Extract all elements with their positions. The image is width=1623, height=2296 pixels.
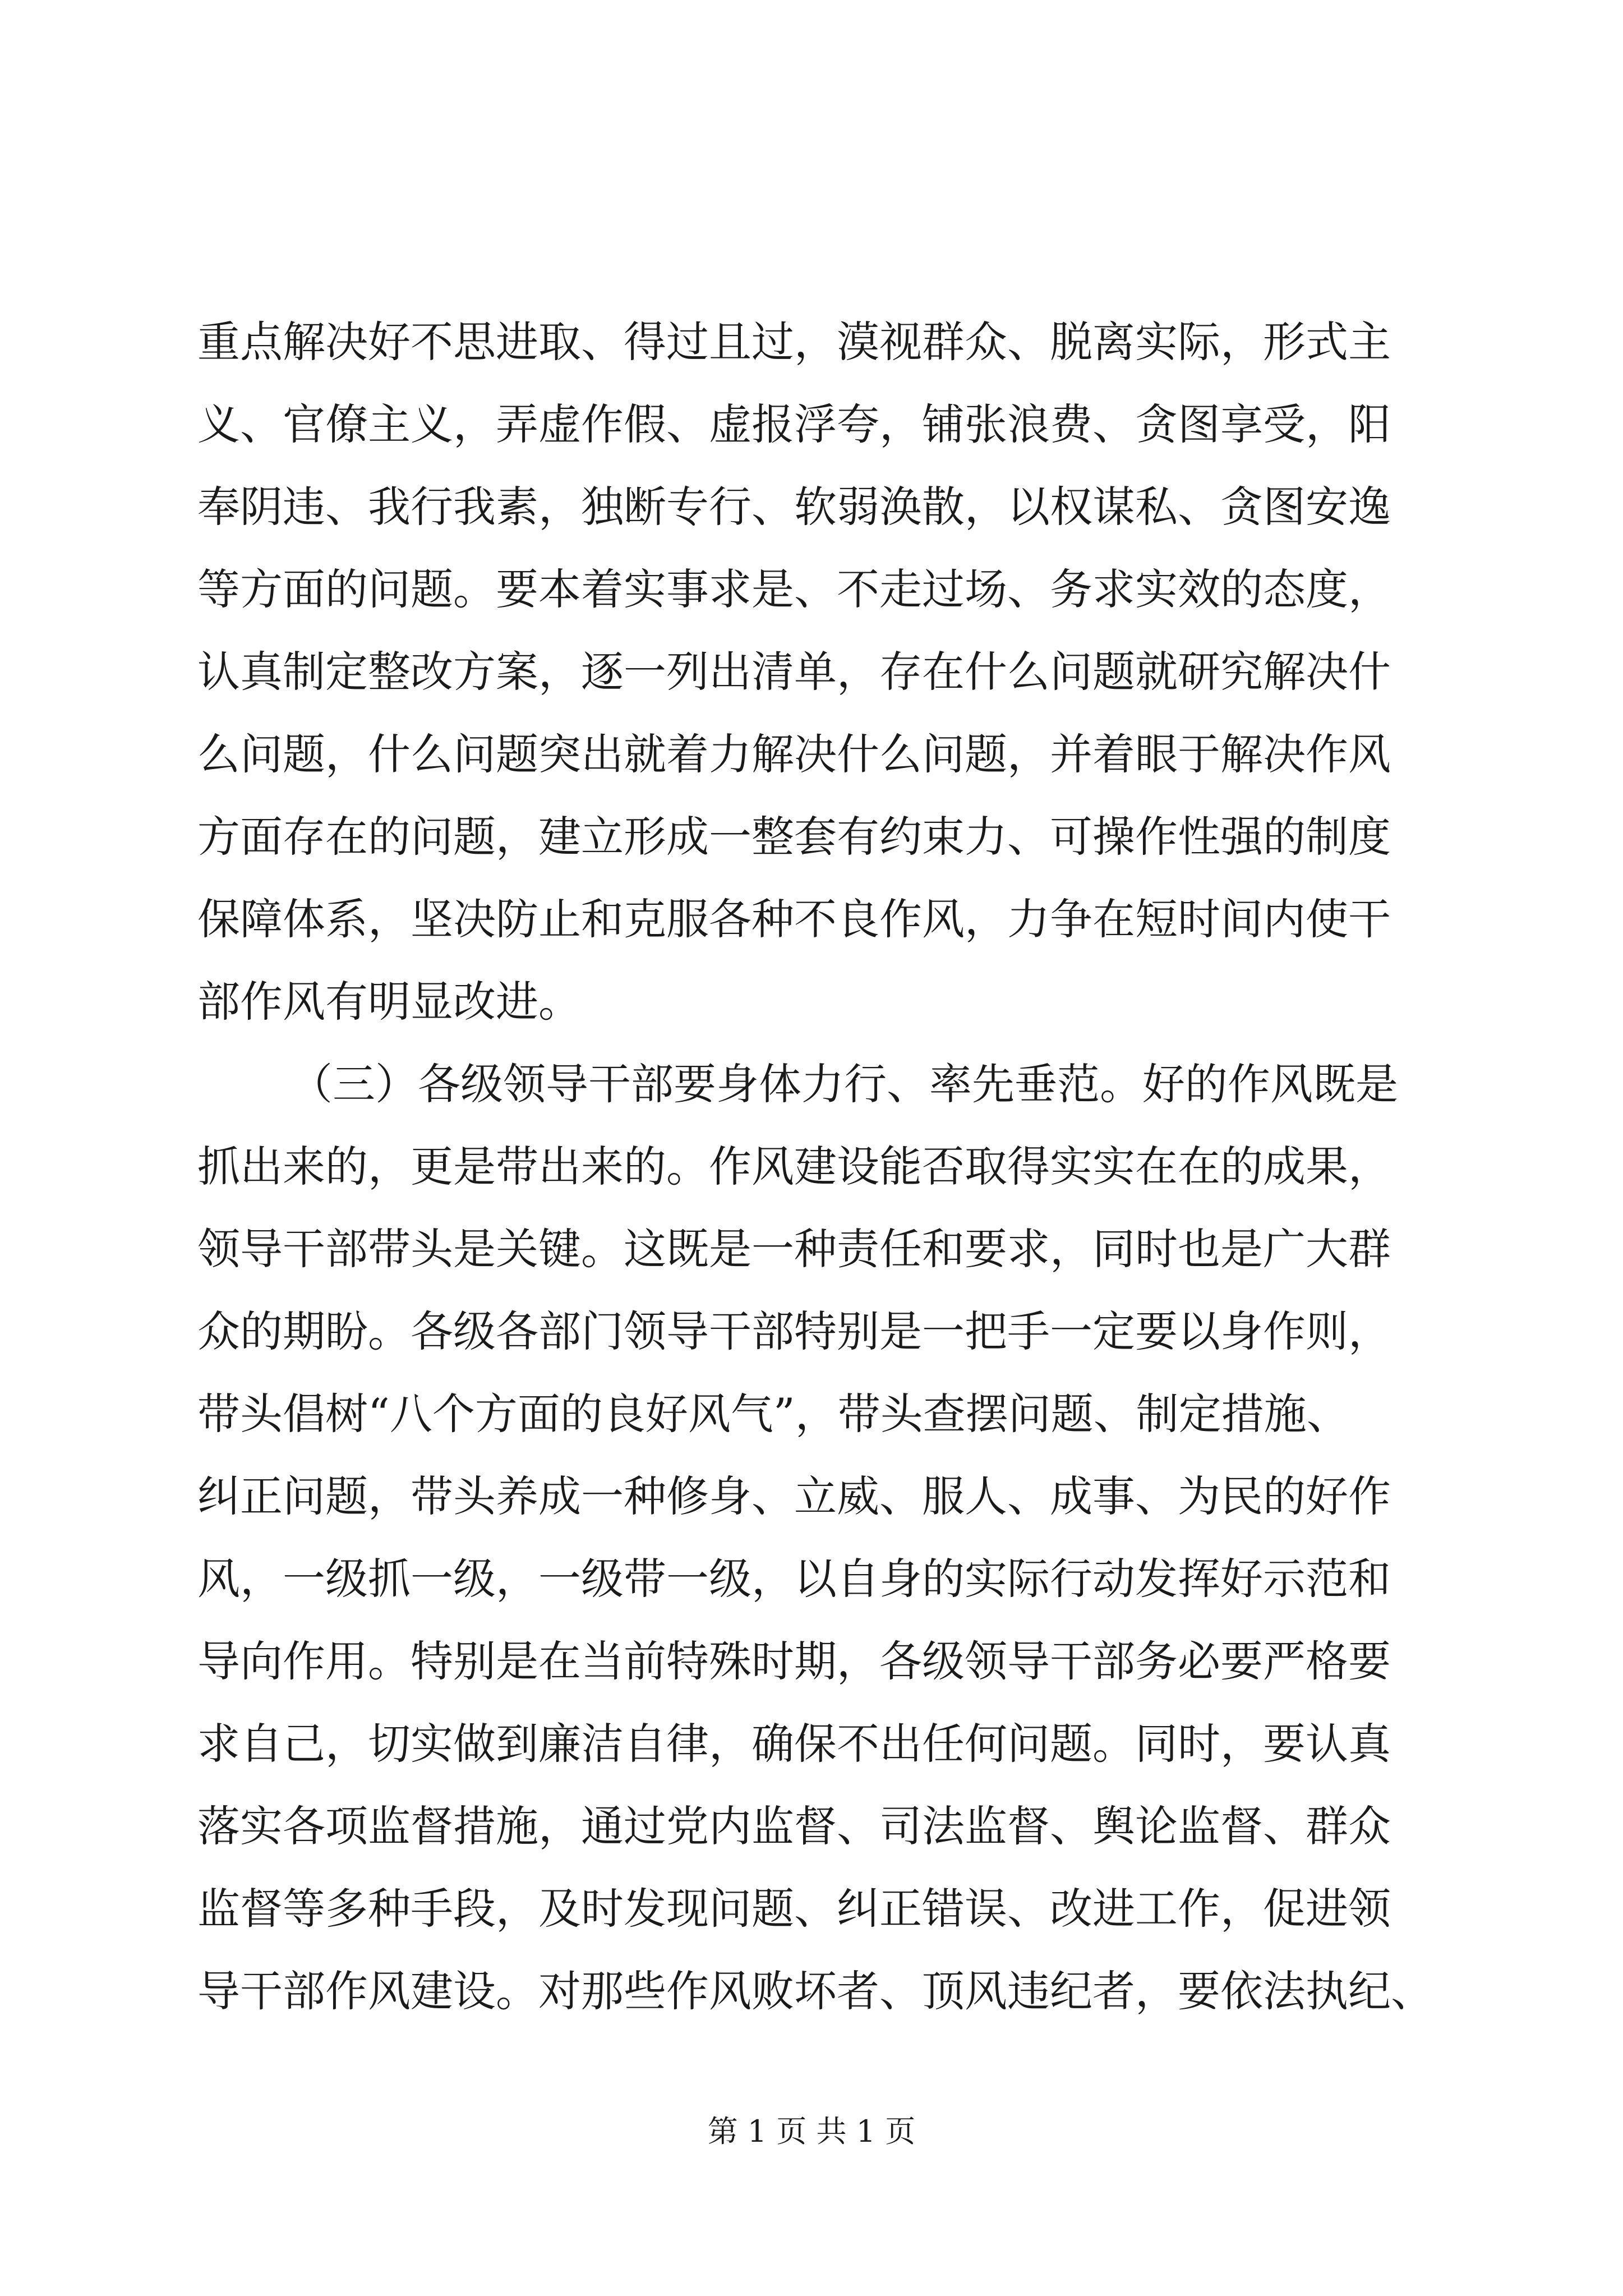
text-line: 监督等多种手段，及时发现问题、纠正错误、改进工作，促进领 [197,1884,1391,1934]
document-body [197,301,1433,2032]
text-line: 纠正问题，带头养成一种修身、立威、服人、成事、为民的好作 [197,1471,1391,1521]
page-footer: 第 1 页 共 1 页 [707,2114,916,2149]
paragraph-2 [197,1043,1433,2032]
text-line: 么问题，什么问题突出就着力解决什么问题，并着眼于解决作风 [197,729,1391,779]
text-line: 保障体系，坚决防止和克服各种不良作风，力争在短时间内使干 [197,894,1391,944]
text-line: 领导干部带头是关键。这既是一种责任和要求，同时也是广大群 [197,1224,1391,1274]
text-line: 等方面的问题。要本着实事求是、不走过场、务求实效的态度， [197,564,1391,614]
text-line: 带头倡树“八个方面的良好风气”，带头查摆问题、制定措施、 [197,1389,1349,1439]
paragraph-1 [197,301,1426,1043]
text-line: 众的期盼。各级各部门领导干部特别是一把手一定要以身作则， [197,1306,1391,1356]
text-line: 求自己，切实做到廉洁自律，确保不出任何问题。同时，要认真 [197,1719,1391,1769]
text-line: 方面存在的问题，建立形成一整套有约束力、可操作性强的制度 [197,812,1391,862]
text-line: 导向作用。特别是在当前特殊时期，各级领导干部务必要严格要 [197,1636,1391,1686]
text-line: 抓出来的，更是带出来的。作风建设能否取得实实在在的成果， [197,1142,1391,1191]
text-line: 落实各项监督措施，通过党内监督、司法监督、舆论监督、群众 [197,1801,1391,1851]
text-line: 认真制定整改方案，逐一列出清单，存在什么问题就研究解决什 [197,647,1391,697]
text-line: 奉阴违、我行我素，独断专行、软弱涣散，以权谋私、贪图安逸 [197,482,1391,532]
text-line: （三）各级领导干部要身体力行、率先垂范。好的作风既是 [290,1059,1398,1109]
text-line: 义、官僚主义，弄虚作假、虚报浮夸，铺张浪费、贪图享受，阳 [197,399,1391,449]
text-line: 风，一级抓一级，一级带一级，以自身的实际行动发挥好示范和 [197,1554,1391,1604]
text-line: 导干部作风建设。对那些作风败坏者、顶风违纪者，要依法执纪、 [197,1966,1433,2016]
text-line: 部作风有明显改进。 [197,977,581,1027]
text-line: 重点解决好不思进取、得过且过，漠视群众、脱离实际，形式主 [197,317,1391,367]
